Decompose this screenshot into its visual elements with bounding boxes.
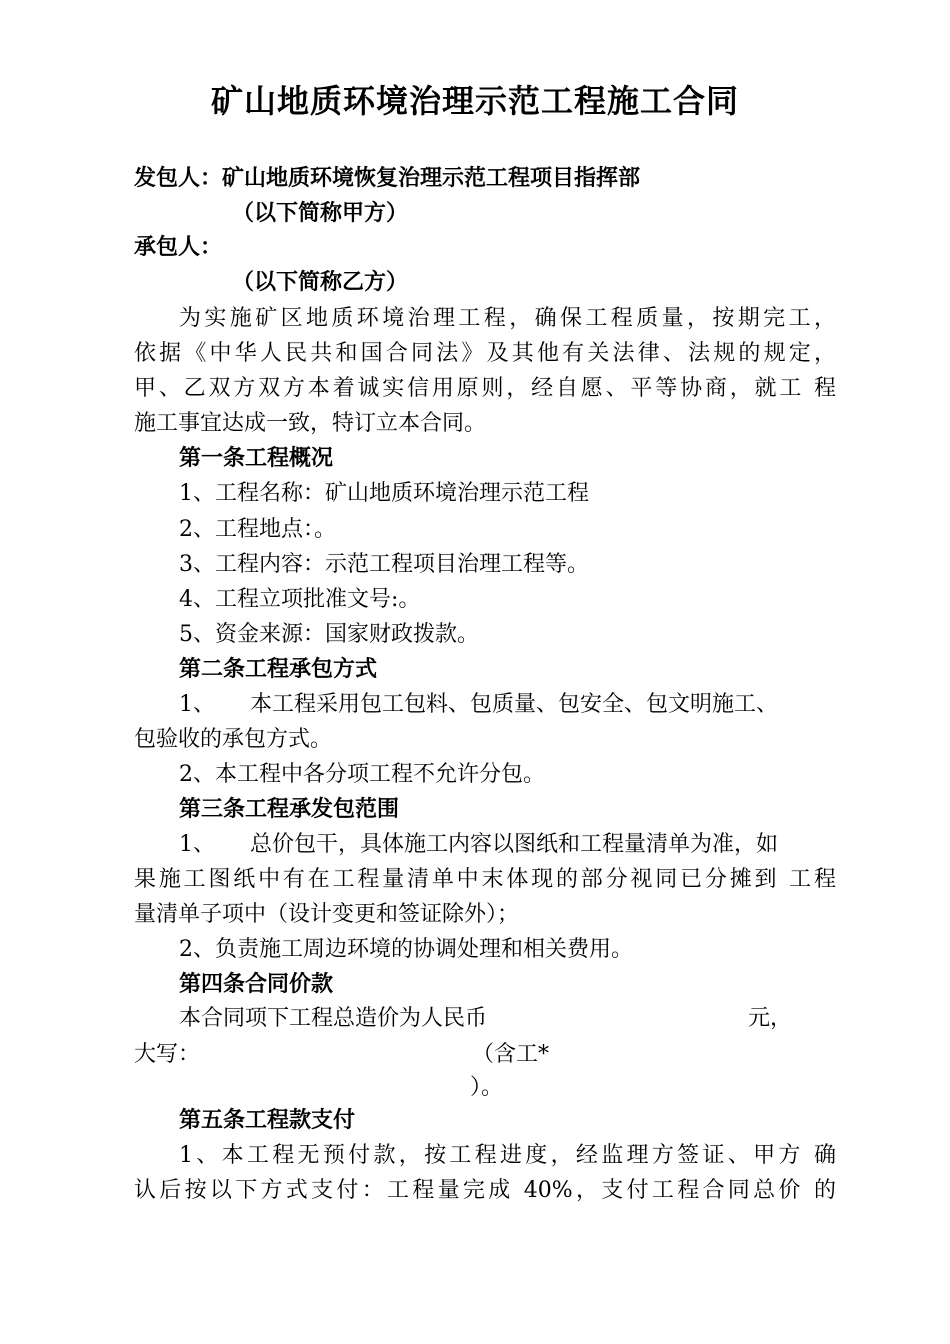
article-5-heading: 第五条工程款支付 (179, 1108, 356, 1133)
article-4-closing-paren: ）。 (470, 1075, 504, 1100)
article-4-heading: 第四条合同价款 (179, 972, 334, 997)
article-3-heading: 第三条工程承发包范围 (179, 797, 400, 822)
article-5-item-1-line-1: 1、本工程无预付款，按工程进度，经监理方签证、甲方 确 (179, 1143, 836, 1168)
article-1-item-5: 5、资金来源：国家财政拨款。 (179, 622, 479, 647)
intro-line-4: 施工事宜达成一致，特订立本合同。 (134, 411, 487, 436)
article-4-inclusion-note: （含工* (472, 1042, 550, 1067)
document-title: 矿山地质环境治理示范工程施工合同 (210, 82, 739, 120)
article-4-daxie-label: 大写： (134, 1042, 201, 1067)
article-2-item-1-text: 本工程采用包工包料、包质量、包安全、包文明施工、 (250, 692, 779, 717)
article-1-item-2: 2、工程地点：。 (179, 517, 336, 542)
article-3-item-1-line-3: 量清单子项中（设计变更和签证除外）； (134, 902, 520, 927)
article-3-item-1-number: 1、 (179, 832, 215, 857)
article-3-item-2: 2、负责施工周边环境的协调处理和相关费用。 (179, 937, 633, 962)
contractor-line: 承包人： (134, 235, 223, 260)
article-2-heading: 第二条工程承包方式 (179, 657, 378, 682)
intro-line-1: 为实施矿区地质环境治理工程，确保工程质量，按期完工， (179, 306, 836, 331)
article-1-heading: 第一条工程概况 (179, 446, 334, 471)
article-4-unit: 元， (748, 1006, 793, 1031)
article-3-item-1-text: 总价包干，具体施工内容以图纸和工程量清单为准，如 (250, 832, 779, 857)
article-2-item-2: 2、本工程中各分项工程不允许分包。 (179, 762, 545, 787)
intro-line-3: 甲、乙双方双方本着诚实信用原则，经自愿、平等协商，就工 程 (134, 376, 836, 401)
article-1-item-4: 4、工程立项批准文号:。 (179, 587, 421, 612)
contractor-note: （以下简称乙方） (232, 270, 409, 295)
article-2-item-1-continued: 包验收的承包方式。 (134, 727, 333, 752)
employer-note: （以下简称甲方） (232, 201, 409, 226)
article-3-item-1-line-2: 果施工图纸中有在工程量清单中末体现的部分视同已分摊到 工程 (134, 867, 836, 892)
article-1-item-1: 1、工程名称：矿山地质环境治理示范工程 (179, 481, 589, 506)
article-5-item-1-line-2: 认后按以下方式支付：工程量完成 40%，支付工程合同总价 的 (134, 1178, 836, 1203)
employer-line: 发包人：矿山地质环境恢复治理示范工程项目指挥部 (134, 166, 641, 191)
article-4-price-line: 本合同项下工程总造价为人民币 (179, 1006, 488, 1031)
article-2-item-1-number: 1、 (179, 692, 215, 717)
intro-line-2: 依据《中华人民共和国合同法》及其他有关法律、法规的规定， (134, 341, 836, 366)
article-1-item-3: 3、工程内容：示范工程项目治理工程等。 (179, 552, 589, 577)
